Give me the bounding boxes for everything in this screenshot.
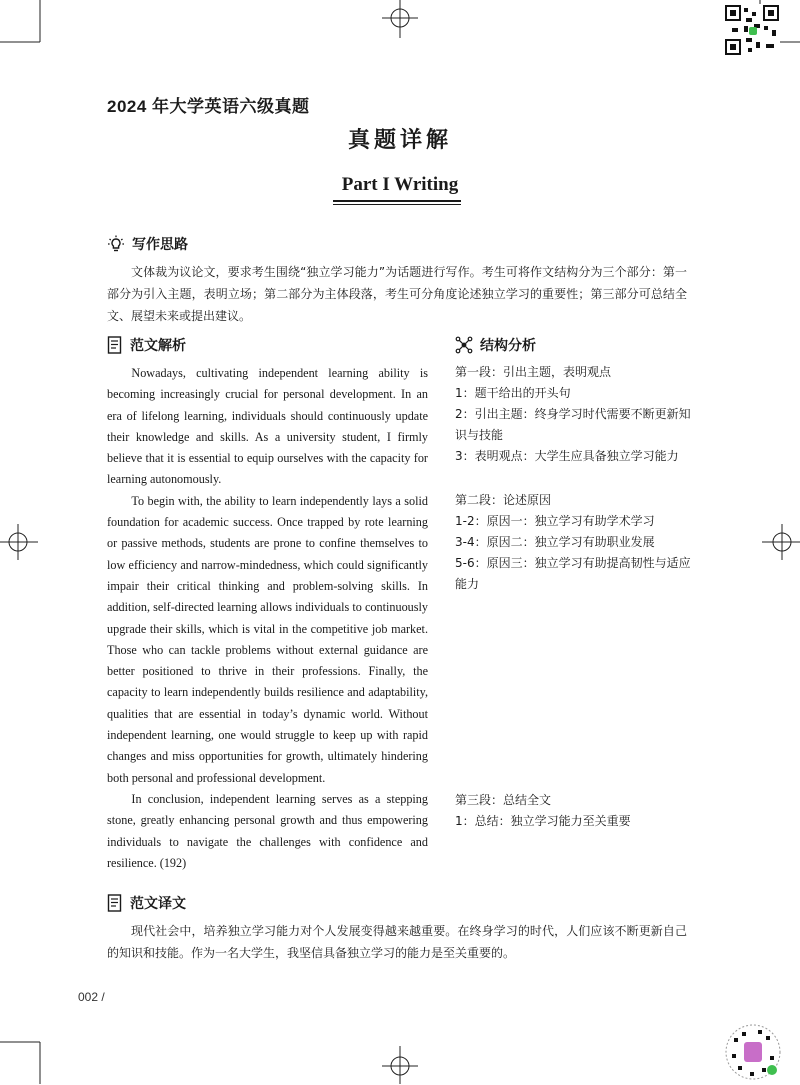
structure-line: 5-6：原因三：独立学习有助提高韧性与适应能力: [455, 556, 691, 591]
model-essay: [107, 363, 428, 874]
section-heading-thinking: [107, 234, 188, 254]
section-heading-translation: [107, 893, 186, 913]
section-heading-label: 范文解析: [130, 338, 186, 354]
structure-line: 第一段：引出主题，表明观点: [455, 365, 612, 379]
essay-paragraph: To begin with, the ability to learn independently lays a solid foundation for academic success. Once trapped by rote learning or passive methods, students are prone to confine themselves to low efficiency and narrow-mindedness, which could significantly impair their critical thinking and problem-solving skills. In addition, self-directed learning allows individuals to continuously upgrade their skills, which is vital in the competitive job market. Those who can tackle problems without external guidance are better positioned to thrive in their professions. Finally, the capacity to learn independently builds resilience and adaptability, qualities that are essential in today’s dynamic world. Without independent learning, one would struggle to keep up with rapid changes and miss opportunities for growth, ultimately hindering both personal and professional development.: [107, 493, 428, 785]
thinking-text: 文体裁为议论文，要求考生围绕“独立学习能力”为话题进行写作。考生可将作文结构分为三个部分：第一部分为引入主题，表明立场；第二部分为主体段落，考生可分角度论述独立学习的重要性；第三部分可总结全文、展望未来或提出建议。: [107, 265, 687, 323]
structure-group-2: [455, 490, 695, 595]
structure-line: 第二段：论述原因: [455, 493, 552, 507]
essay-paragraph: In conclusion, independent learning serves as a stepping stone, greatly enhancing personal growth and thus empowering individuals to navigate the challenges with confidence and resilience. (192): [107, 791, 428, 870]
document-icon: [107, 336, 123, 354]
title-underline: [333, 200, 461, 202]
translation-paragraph: [107, 920, 687, 964]
section-heading-label: 写作思路: [132, 237, 188, 253]
thinking-paragraph: [107, 261, 687, 327]
qr-code-top: [724, 4, 780, 61]
title-underline-thin: [333, 204, 461, 205]
document-icon: [107, 894, 123, 912]
qr-code-bottom: [724, 1024, 782, 1085]
page-title: 真题详解: [347, 128, 452, 153]
crop-mark-top-left: [0, 0, 60, 60]
structure-group-3: [455, 790, 695, 832]
structure-group-1: [455, 362, 695, 467]
registration-mark-right: [762, 522, 800, 562]
running-title: 2024 年大学英语六级真题: [107, 97, 310, 116]
section-heading-model: [107, 335, 186, 355]
lightbulb-icon: [107, 235, 125, 253]
structure-line: 3-4：原因二：独立学习有助职业发展: [455, 535, 655, 549]
registration-mark-top: [380, 0, 420, 40]
structure-line: 1：总结：独立学习能力至关重要: [455, 814, 631, 828]
registration-mark-bottom: [380, 1044, 420, 1084]
structure-line: 第三段：总结全文: [455, 793, 552, 807]
section-heading-label: 范文译文: [130, 896, 186, 912]
part-title: Part I Writing: [341, 174, 459, 195]
section-heading-label: 结构分析: [480, 338, 536, 354]
crop-mark-bottom-left: [0, 1034, 60, 1084]
structure-line: 1-2：原因一：独立学习有助学术学习: [455, 514, 655, 528]
structure-line: 2：引出主题：终身学习时代需要不断更新知识与技能: [455, 407, 691, 442]
essay-paragraph: Nowadays, cultivating independent learning ability is becoming increasingly crucial for personal development. In an era of lifelong learning, individuals should continuously update their knowledge and skills. As a university student, I firmly believe that it is essential to equip ourselves with the capacity for learning autonomously.: [107, 366, 428, 487]
translation-text: 现代社会中，培养独立学习能力对个人发展变得越来越重要。在终身学习的时代，人们应该不断更新自己的知识和技能。作为一名大学生，我坚信具备独立学习的能力是至关重要的。: [107, 924, 687, 960]
network-icon: [455, 336, 473, 354]
registration-mark-left: [0, 522, 40, 562]
structure-line: 1：题干给出的开头句: [455, 386, 571, 400]
structure-line: 3：表明观点：大学生应具备独立学习能力: [455, 449, 679, 463]
page-number: 002 /: [78, 990, 105, 1004]
section-heading-structure: [455, 335, 536, 355]
